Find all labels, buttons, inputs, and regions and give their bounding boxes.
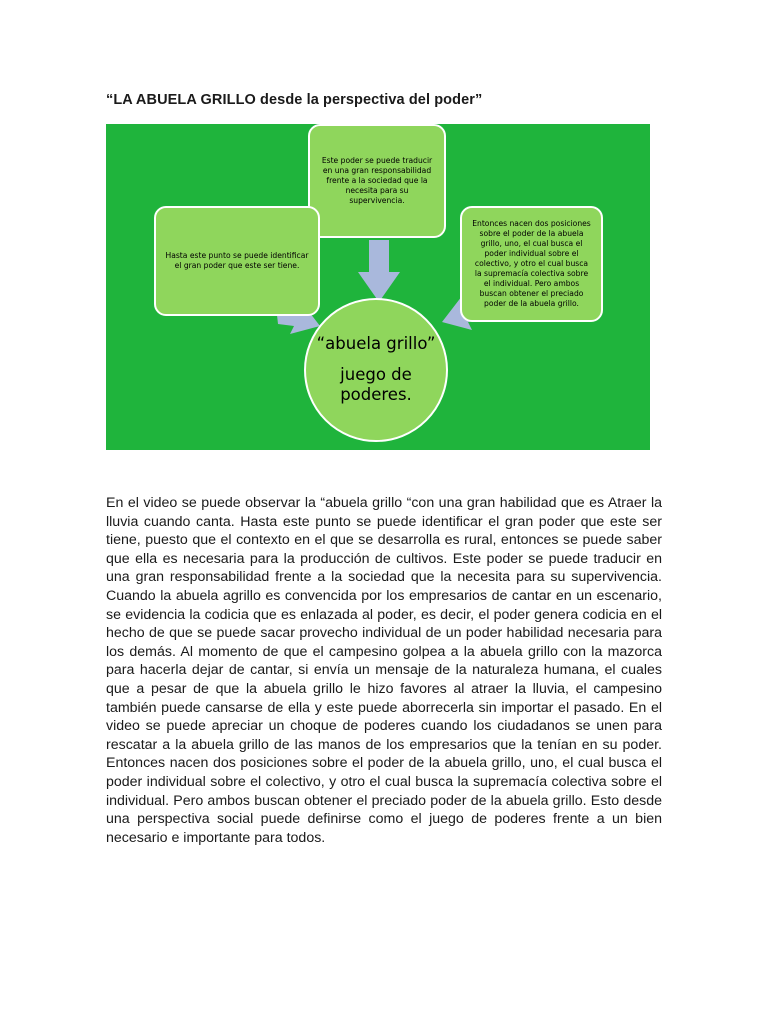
arrow-down-icon [358,240,400,302]
node-top [308,124,446,238]
center-node [304,298,448,442]
center-node-subtitle: juego de poderes. [340,364,412,405]
center-node-title: “abuela grillo” [316,334,436,354]
document-title: “LA ABUELA GRILLO desde la perspectiva del poder” [106,92,483,108]
body-paragraph: En el video se puede observar la “abuela grillo “con una gran habilidad que es Atraer la lluvia cuando canta. Hasta este punto se puede identificar el gran poder que este ser tiene, puesto que el contexto en el que se desarrolla es rural, entonces se puede saber que ella es necesaria para la producción de cultivos. Este poder se puede traducir en una gran responsabilidad frente a la sociedad que la necesita para su supervivencia. Cuando la abuela agrillo es convencida por los empresarios de cantar en un escenario, se evidencia la codicia que es enlazada al poder, es decir, el poder genera codicia en el hecho de que se puede sacar provecho individual de un poder habilidad necesaria para los demás. Al momento de que el campesino golpea a la abuela grillo con la mazorca para hacerla dejar de cantar, si envía un mensaje de la naturaleza humana, el cuales que a pesar de que la abuela grillo le hizo favores al atraer la lluvia, el campesino también puede cansarse de ella y este puede aborrecerla sin importar el pasado. En el video se puede apreciar un choque de poderes cuando los ciudadanos se unen para rescatar a la abuela grillo de las manos de los empresarios que la tenían en su poder. Entonces nacen dos posiciones sobre el poder de la abuela grillo, uno, el cual busca el poder individual sobre el colectivo, y otro el cual busca la supremacía colectiva sobre el individual. Pero ambos buscan obtener el preciado poder de la abuela grillo. Esto desde una perspectiva social puede definirse como el juego de poderes frente a un bien necesario e importante para todos. [106,495,662,846]
node-right [460,206,603,322]
node-top-text: Este poder se puede traducir en una gran responsabilidad frente a la sociedad que la necesita para su supervivencia. [321,155,433,206]
concept-diagram [106,124,650,450]
node-left [154,206,320,316]
node-right-text: Entonces nacen dos posiciones sobre el poder de la abuela grillo, uno, el cual busca el poder individual sobre el colectivo, y otro el cual busca la supremacía colectiva sobre el individual. Pero ambos buscan obtener el preciado poder de la abuela grillo. [472,218,591,309]
node-left-text: Hasta este punto se puede identificar el gran poder que este ser tiene. [165,250,309,270]
